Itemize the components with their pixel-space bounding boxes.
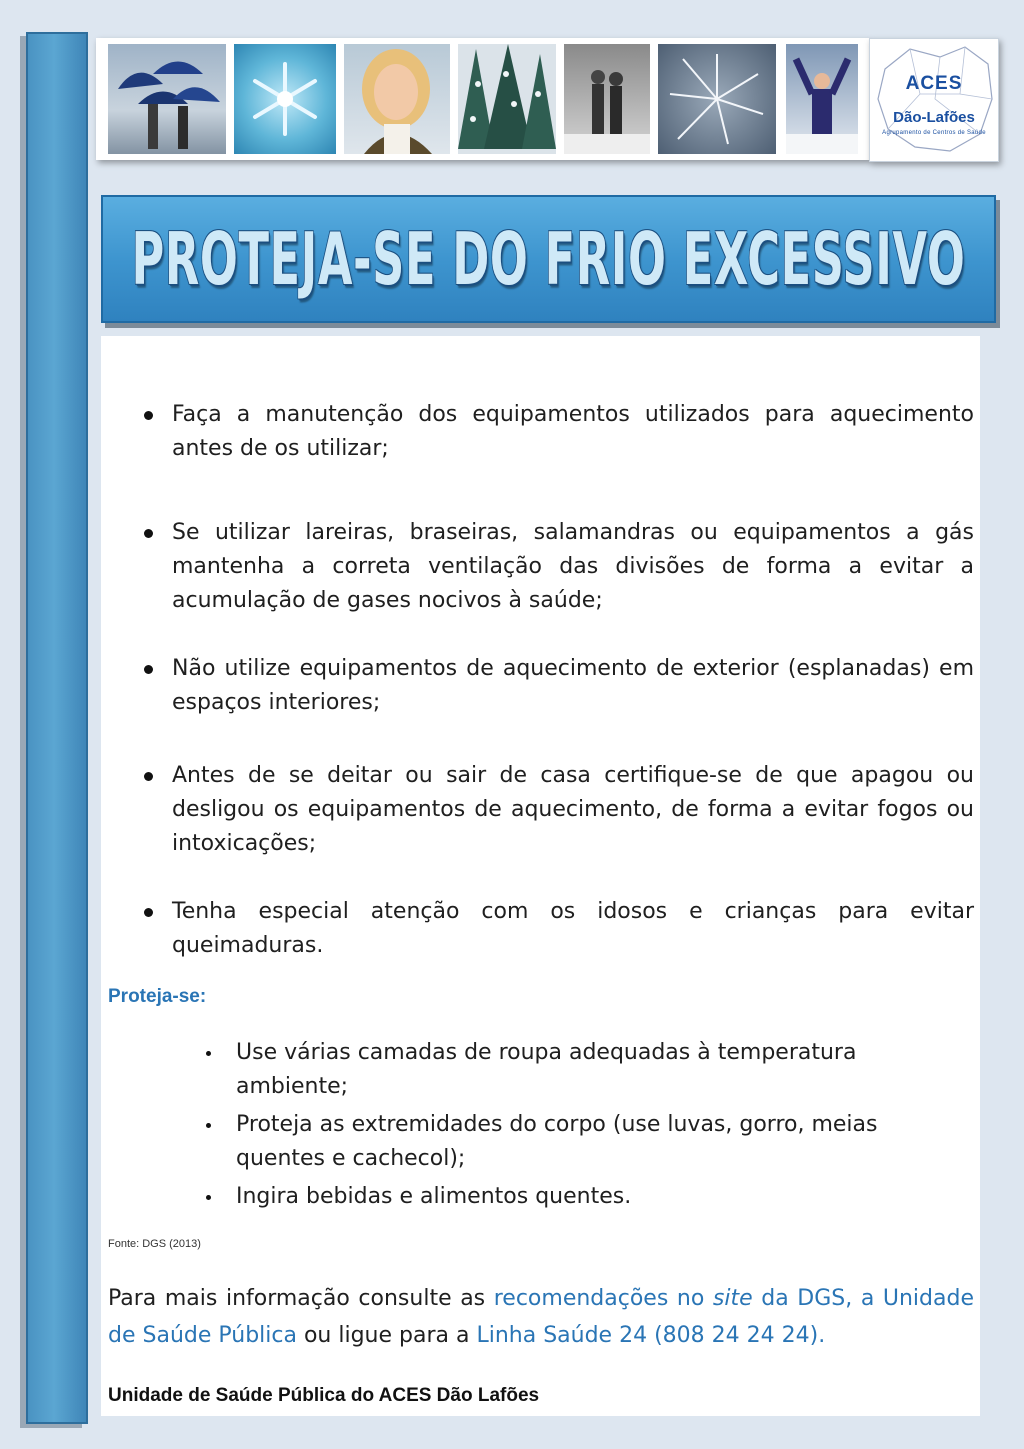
list-item-text: Use várias camadas de roupa adequadas à temperatura ambiente; — [236, 1040, 857, 1099]
more-info-text: Para mais informação consulte as — [108, 1286, 494, 1311]
list-item — [72, 652, 974, 720]
content-panel — [101, 336, 980, 1416]
walking-couple-photo — [564, 44, 650, 154]
bullet-icon — [144, 411, 153, 420]
source-note: Fonte: DGS (2013) — [108, 1238, 201, 1250]
snowflake-photo — [234, 44, 336, 154]
person-in-snow-photo — [786, 44, 858, 154]
aces-logo — [869, 38, 999, 162]
list-item — [236, 1180, 916, 1214]
more-info-text: ou ligue para a — [296, 1323, 477, 1348]
bullet-icon — [144, 908, 153, 917]
list-item-text: Antes de se deitar ou sair de casa certifique-se de que apagou ou desligou os equipamentos de aquecimento, de forma a evitar fogos ou intoxicações; — [172, 763, 974, 856]
side-decorative-bar — [26, 32, 88, 1424]
snowy-pines-photo — [458, 44, 556, 154]
bullet-icon — [144, 529, 153, 538]
bullet-icon — [144, 665, 153, 674]
list-item-text: Faça a manutenção dos equipamentos utilizados para aquecimento antes de os utilizar; — [172, 402, 974, 461]
list-item — [72, 759, 974, 861]
list-item-text: Proteja as extremidades do corpo (use luvas, gorro, meias quentes e cachecol); — [236, 1112, 878, 1171]
list-item — [236, 1036, 916, 1104]
bullet-icon — [206, 1051, 211, 1056]
region-map-icon — [870, 39, 1000, 163]
list-item-text: Ingira bebidas e alimentos quentes. — [236, 1184, 632, 1209]
header-photo-strip — [96, 38, 869, 160]
list-item-text: Se utilizar lareiras, braseiras, salamandras ou equipamentos a gás mantenha a correta ventilação das divisões de forma a evitar a acumulação de gases nocivos à saúde; — [172, 520, 974, 613]
list-item — [236, 1108, 916, 1176]
umbrellas-photo — [108, 44, 226, 154]
bullet-icon — [144, 772, 153, 781]
protect-heading: Proteja-se: — [108, 986, 207, 1007]
title-banner — [101, 195, 996, 323]
link-text-italic: site — [712, 1286, 753, 1311]
frosted-plant-photo — [658, 44, 776, 154]
list-item — [72, 398, 974, 466]
list-item-text: Tenha especial atenção com os idosos e crianças para evitar queimaduras. — [172, 899, 974, 958]
list-item — [72, 895, 974, 963]
logo-subtitle: Agrupamento de Centros de Saúde — [882, 130, 986, 136]
woman-portrait-photo — [344, 44, 450, 154]
link-text: recomendações no — [493, 1286, 713, 1311]
list-item-text: Não utilize equipamentos de aquecimento de exterior (esplanadas) em espaços interiores; — [172, 656, 974, 715]
page-title: PROTEJA-SE DO FRIO EXCESSIVO — [131, 217, 966, 301]
logo-name: Dão-Lafões — [893, 109, 975, 126]
link-text: da DGS, a Unidade de Saúde Pública — [108, 1286, 974, 1348]
bullet-icon — [206, 1195, 211, 1200]
footer-unit-name: Unidade de Saúde Pública do ACES Dão Lafões — [108, 1385, 540, 1406]
bullet-icon — [206, 1123, 211, 1128]
list-item — [72, 516, 974, 618]
linha-saude-link[interactable]: Linha Saúde 24 (808 24 24 24). — [476, 1323, 826, 1348]
more-info-paragraph — [108, 1280, 974, 1354]
logo-title: ACES — [905, 73, 963, 94]
